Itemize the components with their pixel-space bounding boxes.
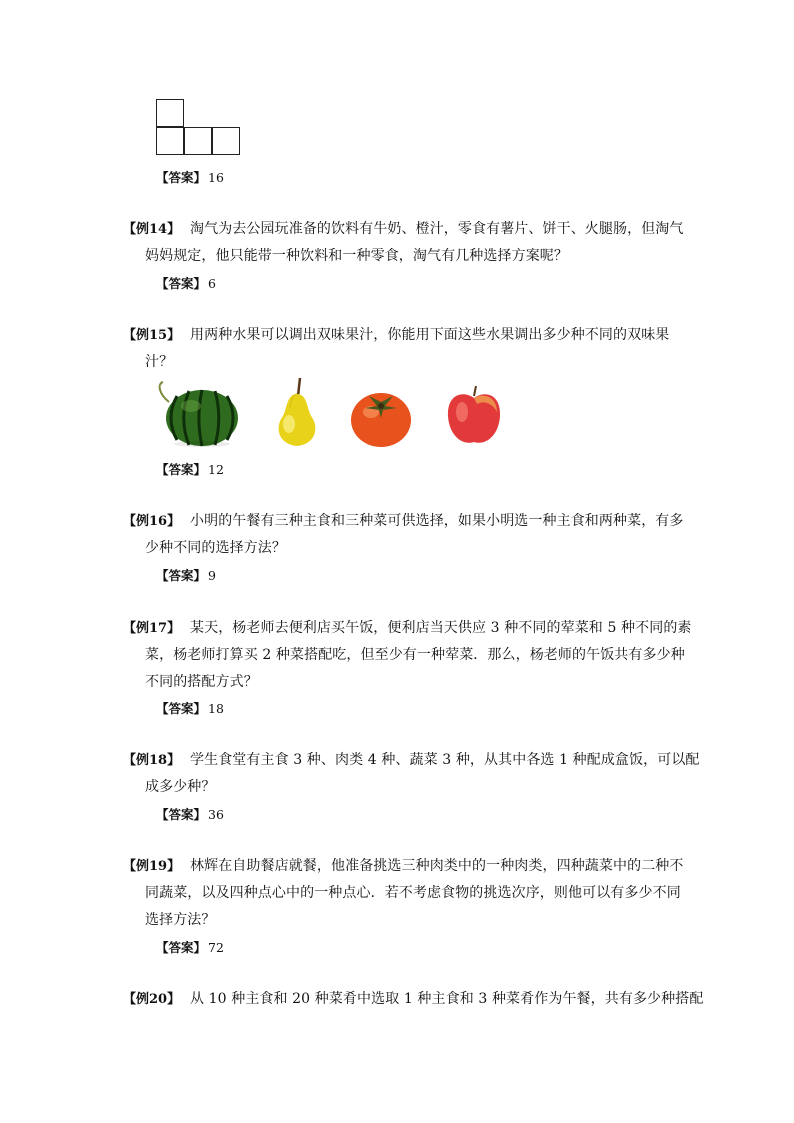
problem-14-label: 【例14】: [123, 222, 181, 237]
problem-19-text: 同蔬菜，以及四种点心中的一种点心．若不考虑食物的挑选次序，则他可以有多少不同: [145, 885, 681, 901]
answer-15: [156, 460, 224, 478]
problem-15-text: 用两种水果可以调出双味果汁，你能用下面这些水果调出多少种不同的双味果: [190, 327, 670, 343]
answer-value: 36: [208, 807, 224, 822]
answer-label: 【答案】: [156, 940, 207, 955]
problem-14-text: 妈妈规定，他只能带一种饮料和一种零食，淘气有几种选择方案呢？: [145, 248, 568, 264]
problem-15-label: 【例15】: [123, 328, 181, 343]
answer-13: [156, 168, 224, 186]
answer-14: [156, 274, 216, 292]
answer-value: 6: [208, 276, 216, 291]
problem-17-label: 【例17】: [123, 621, 181, 636]
answer-value: 18: [208, 701, 224, 716]
answer-label: 【答案】: [156, 462, 207, 477]
answer-value: 72: [208, 940, 224, 955]
persimmon-image: [349, 388, 413, 448]
grid-cell: [184, 127, 212, 155]
problem-19-text: 林辉在自助餐店就餐，他准备挑选三种肉类中的一种肉类，四种蔬菜中的二种不: [190, 858, 684, 874]
answer-value: 9: [208, 568, 216, 583]
answer-label: 【答案】: [156, 568, 207, 583]
answer-label: 【答案】: [156, 276, 207, 291]
answer-label: 【答案】: [156, 807, 207, 822]
problem-19-label: 【例19】: [123, 859, 181, 874]
answer-19: [156, 938, 224, 956]
problem-15-text: 汁？: [145, 354, 174, 370]
grid-cell: [212, 127, 240, 155]
answer-18: [156, 805, 224, 823]
answer-value: 12: [208, 462, 224, 477]
problem-16-text: 少种不同的选择方法？: [145, 540, 286, 556]
problem-17-text: 某天，杨老师去便利店买午饭，便利店当天供应 3 种不同的荤菜和 5 种不同的素: [190, 620, 692, 636]
pear-image: [269, 376, 325, 448]
problem-18-text: 成多少种？: [145, 779, 216, 795]
problem-14-text: 淘气为去公园玩准备的饮料有牛奶、橙汁，零食有薯片、饼干、火腿肠，但淘气: [190, 221, 684, 237]
watermelon-image: [155, 380, 241, 448]
answer-value: 16: [208, 170, 224, 185]
problem-20-text: 从 10 种主食和 20 种菜肴中选取 1 种主食和 3 种菜肴作为午餐，共有多少种搭配: [190, 991, 704, 1007]
answer-16: [156, 566, 216, 584]
answer-17: [156, 699, 224, 717]
problem-18-label: 【例18】: [123, 753, 181, 768]
problem-18-text: 学生食堂有主食 3 种、肉类 4 种、蔬菜 3 种，从其中各选 1 种配成盒饭，可以配: [190, 752, 700, 768]
answer-label: 【答案】: [156, 170, 207, 185]
fruit-images: [155, 376, 515, 448]
square-grid-figure: [156, 99, 244, 157]
grid-cell: [156, 127, 184, 155]
grid-cell: [156, 99, 184, 127]
problem-16-text: 小明的午餐有三种主食和三种菜可供选择，如果小明选一种主食和两种菜，有多: [190, 513, 684, 529]
problem-16-label: 【例16】: [123, 514, 181, 529]
problem-17-text: 不同的搭配方式？: [145, 674, 258, 690]
apple-image: [445, 382, 503, 448]
problem-19-text: 选择方法？: [145, 912, 216, 928]
answer-label: 【答案】: [156, 701, 207, 716]
problem-17-text: 菜，杨老师打算买 2 种菜搭配吃，但至少有一种荤菜．那么，杨老师的午饭共有多少种: [145, 647, 685, 663]
problem-20-label: 【例20】: [123, 992, 181, 1007]
